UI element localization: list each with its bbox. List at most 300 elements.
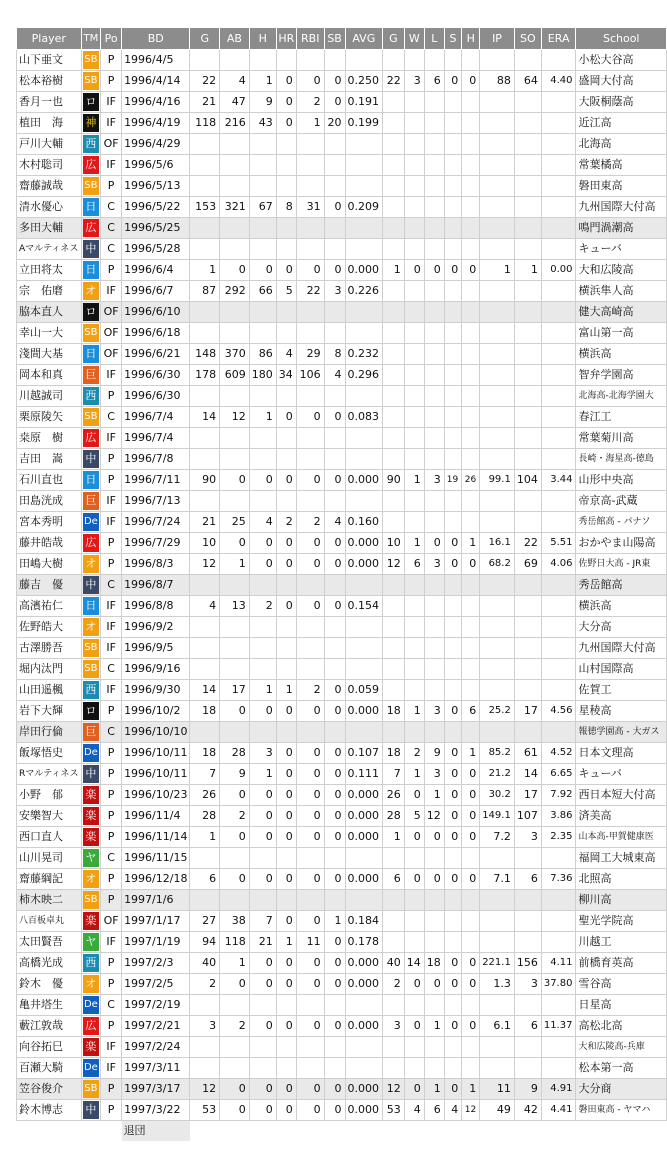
stat-cell (514, 218, 541, 239)
team-badge: 巨 (83, 492, 100, 510)
stat-cell (424, 659, 444, 680)
stat-cell (404, 197, 424, 218)
stat-cell: 0 (276, 71, 296, 92)
stat-cell: P (101, 785, 122, 806)
stat-cell: 21 (190, 92, 220, 113)
stat-cell (190, 50, 220, 71)
stat-cell: 0 (424, 869, 444, 890)
player-name-cell: 佐野皓大 (17, 617, 82, 638)
stat-cell: 18 (383, 701, 405, 722)
stat-cell (345, 218, 383, 239)
stat-cell (514, 995, 541, 1016)
stat-cell: 0 (249, 1016, 276, 1037)
stat-cell: 1997/2/24 (122, 1037, 190, 1058)
stat-cell (444, 932, 461, 953)
stat-cell (383, 512, 405, 533)
team-badge-cell (81, 1100, 101, 1121)
column-header[interactable]: H (249, 28, 276, 50)
stat-cell: 6.1 (480, 1016, 515, 1037)
column-header[interactable]: ERA (541, 28, 576, 50)
stat-cell (276, 1037, 296, 1058)
stat-cell: 22 (383, 71, 405, 92)
stat-cell (276, 617, 296, 638)
team-badge-cell (81, 995, 101, 1016)
stat-cell: 12 (220, 407, 250, 428)
stat-cell (424, 995, 444, 1016)
stat-cell (220, 323, 250, 344)
stat-cell: 0.160 (345, 512, 383, 533)
stat-cell (249, 617, 276, 638)
stat-cell (480, 176, 515, 197)
stat-cell (276, 638, 296, 659)
stat-cell (424, 134, 444, 155)
team-badge: 中 (83, 1101, 100, 1119)
stat-cell (296, 722, 324, 743)
stat-cell: 0 (324, 785, 345, 806)
stat-cell: 0.000 (345, 260, 383, 281)
stat-cell (276, 239, 296, 260)
stat-cell (541, 680, 576, 701)
stat-cell (404, 344, 424, 365)
team-badge: ヤ (83, 849, 100, 867)
stat-cell: 0 (249, 869, 276, 890)
stat-cell: 1997/3/22 (122, 1100, 190, 1121)
player-name-cell: 吉田 嵩 (17, 449, 82, 470)
stat-cell (220, 386, 250, 407)
stat-cell (541, 155, 576, 176)
retired-label: 退団 (122, 1121, 190, 1142)
stat-cell: 0 (220, 260, 250, 281)
stat-cell: 0 (424, 974, 444, 995)
stat-cell (404, 995, 424, 1016)
stat-cell: 0.209 (345, 197, 383, 218)
team-badge: オ (83, 870, 100, 888)
stat-cell (444, 491, 461, 512)
stat-cell: 6 (383, 869, 405, 890)
stat-cell (444, 365, 461, 386)
stat-cell (424, 1058, 444, 1079)
stat-cell: 0.00 (541, 260, 576, 281)
stat-cell (444, 995, 461, 1016)
stat-cell: 20 (324, 113, 345, 134)
stat-cell (249, 134, 276, 155)
stat-cell (296, 302, 324, 323)
stat-cell: 68.2 (480, 554, 515, 575)
stat-cell: 2 (404, 743, 424, 764)
stat-cell (404, 617, 424, 638)
stat-cell: 0.000 (345, 701, 383, 722)
table-row (17, 554, 667, 575)
stat-cell: 180 (249, 365, 276, 386)
stat-cell (324, 323, 345, 344)
player-name-cell: 田嶋大樹 (17, 554, 82, 575)
stat-cell: 1996/7/13 (122, 491, 190, 512)
stat-cell: 8 (324, 344, 345, 365)
stat-cell (514, 323, 541, 344)
stat-cell (383, 323, 405, 344)
player-name-cell: 田島洸成 (17, 491, 82, 512)
stat-cell (249, 995, 276, 1016)
stat-cell: OF (101, 323, 122, 344)
stat-cell: 1996/4/29 (122, 134, 190, 155)
stat-cell: 0 (249, 701, 276, 722)
stat-cell: 0 (324, 1100, 345, 1121)
stat-cell: 43 (249, 113, 276, 134)
player-name-cell: 栗原陵矢 (17, 407, 82, 428)
stat-cell: 69 (514, 554, 541, 575)
stat-cell: C (101, 197, 122, 218)
stat-cell (462, 50, 480, 71)
school-cell: 近江高 (576, 113, 667, 134)
stat-cell: 30.2 (480, 785, 515, 806)
stat-cell (541, 365, 576, 386)
stat-cell (444, 344, 461, 365)
stat-cell: 3 (424, 701, 444, 722)
stat-cell: 0 (444, 533, 461, 554)
stat-cell: P (101, 953, 122, 974)
stat-cell: 1996/7/4 (122, 407, 190, 428)
stat-cell: 12 (424, 806, 444, 827)
team-badge: オ (83, 555, 100, 573)
stat-cell (345, 239, 383, 260)
stat-cell: 1996/6/21 (122, 344, 190, 365)
stat-cell (249, 386, 276, 407)
school-cell: おかやま山陽高 (576, 533, 667, 554)
school-cell: 春江工 (576, 407, 667, 428)
stat-cell (404, 512, 424, 533)
stat-cell: 0 (462, 764, 480, 785)
column-header[interactable]: BD (122, 28, 190, 50)
column-header[interactable]: G (383, 28, 405, 50)
stat-cell (383, 722, 405, 743)
column-header[interactable]: School (576, 28, 667, 50)
stat-cell (444, 449, 461, 470)
stat-cell (383, 176, 405, 197)
stat-cell (541, 848, 576, 869)
stat-cell (296, 176, 324, 197)
stat-cell: C (101, 722, 122, 743)
team-badge-cell (81, 512, 101, 533)
stat-cell: 7.1 (480, 869, 515, 890)
stat-cell (404, 1058, 424, 1079)
stat-cell: 0.000 (345, 554, 383, 575)
stat-cell (462, 428, 480, 449)
column-header[interactable]: SO (514, 28, 541, 50)
stat-cell (444, 134, 461, 155)
team-badge: 日 (83, 471, 100, 489)
stat-cell: 9 (424, 743, 444, 764)
stat-cell (383, 50, 405, 71)
stat-cell: 0 (324, 407, 345, 428)
stat-cell (383, 932, 405, 953)
column-header[interactable]: Player (17, 28, 82, 50)
stat-cell (220, 491, 250, 512)
stat-cell: 1996/5/6 (122, 155, 190, 176)
stat-cell: 1997/2/21 (122, 1016, 190, 1037)
stat-cell: 1996/12/18 (122, 869, 190, 890)
stat-cell (190, 218, 220, 239)
school-cell: 柳川高 (576, 890, 667, 911)
stat-cell (514, 1037, 541, 1058)
player-name-cell: 香月一也 (17, 92, 82, 113)
stat-cell: 0.000 (345, 1079, 383, 1100)
stat-cell: P (101, 554, 122, 575)
school-cell: 大和広陵高-兵庫 (576, 1037, 667, 1058)
stat-cell: 53 (383, 1100, 405, 1121)
team-badge-cell (81, 932, 101, 953)
stat-cell (383, 134, 405, 155)
stat-cell: IF (101, 1058, 122, 1079)
player-name-cell: 戸川大輔 (17, 134, 82, 155)
stat-cell (249, 638, 276, 659)
stat-cell (345, 428, 383, 449)
column-header[interactable]: HR (276, 28, 296, 50)
stat-cell: C (101, 218, 122, 239)
stat-cell: 26 (383, 785, 405, 806)
stat-cell (383, 365, 405, 386)
team-badge: 広 (83, 1017, 100, 1035)
team-badge: De (83, 1059, 100, 1077)
stat-cell (424, 365, 444, 386)
table-row (17, 449, 667, 470)
stat-cell (462, 407, 480, 428)
stat-cell: 0 (444, 554, 461, 575)
stat-cell: 0 (462, 785, 480, 806)
stat-cell (324, 386, 345, 407)
column-header[interactable]: Po (101, 28, 122, 50)
stat-cell (424, 680, 444, 701)
stat-cell: 1 (190, 827, 220, 848)
stat-cell (190, 428, 220, 449)
stat-cell: 3 (514, 974, 541, 995)
stat-cell (404, 680, 424, 701)
stat-cell: 1 (190, 260, 220, 281)
team-badge-cell (81, 890, 101, 911)
stat-cell (462, 491, 480, 512)
stat-cell: P (101, 1100, 122, 1121)
stat-cell: 1996/9/2 (122, 617, 190, 638)
team-badge: 日 (83, 261, 100, 279)
stat-cell (404, 92, 424, 113)
stat-cell: 1996/9/16 (122, 659, 190, 680)
stat-cell: 0 (249, 1100, 276, 1121)
team-badge: SB (83, 639, 100, 657)
stat-cell: 0 (462, 974, 480, 995)
table-row (17, 386, 667, 407)
team-badge-cell (81, 743, 101, 764)
school-cell: 長崎・海星高-徳島 (576, 449, 667, 470)
stat-cell: 1 (383, 260, 405, 281)
stat-cell (276, 323, 296, 344)
stat-cell: 1996/6/18 (122, 323, 190, 344)
stat-cell (296, 428, 324, 449)
team-badge-cell (81, 365, 101, 386)
stat-cell: 2 (296, 92, 324, 113)
stat-cell (190, 323, 220, 344)
stat-cell (345, 617, 383, 638)
table-row (17, 260, 667, 281)
stat-cell (514, 932, 541, 953)
stat-cell: 40 (190, 953, 220, 974)
stat-cell: 0 (276, 533, 296, 554)
stat-cell (220, 995, 250, 1016)
stat-cell: P (101, 1016, 122, 1037)
stat-cell: 0 (324, 743, 345, 764)
school-cell: 横浜高 (576, 596, 667, 617)
stat-cell: 0 (324, 533, 345, 554)
stat-cell: 1997/2/5 (122, 974, 190, 995)
stat-cell: 0 (276, 260, 296, 281)
stat-cell (514, 344, 541, 365)
stat-cell (404, 50, 424, 71)
stat-cell: 3 (424, 764, 444, 785)
stat-cell: 5.51 (541, 533, 576, 554)
stat-cell (276, 155, 296, 176)
table-row (17, 911, 667, 932)
column-header[interactable]: AB (220, 28, 250, 50)
stat-cell (541, 596, 576, 617)
player-name-cell: 石川直也 (17, 470, 82, 491)
stat-cell: P (101, 701, 122, 722)
team-badge-cell (81, 974, 101, 995)
stat-cell: 0.154 (345, 596, 383, 617)
stat-cell (462, 638, 480, 659)
stat-cell (514, 596, 541, 617)
stat-cell (296, 449, 324, 470)
stat-cell: P (101, 974, 122, 995)
team-badge: 巨 (83, 723, 100, 741)
stat-cell: 53 (190, 1100, 220, 1121)
column-header[interactable]: IP (480, 28, 515, 50)
stat-cell: 0.250 (345, 71, 383, 92)
stat-cell (190, 617, 220, 638)
school-cell: 日本文理高 (576, 743, 667, 764)
stat-cell: 0 (249, 470, 276, 491)
stat-cell (480, 596, 515, 617)
stat-cell (324, 617, 345, 638)
stat-cell (190, 302, 220, 323)
column-header[interactable]: L (424, 28, 444, 50)
stat-cell: 1 (276, 932, 296, 953)
stat-cell: C (101, 659, 122, 680)
stat-cell: 12 (190, 1079, 220, 1100)
school-cell: 九州国際大付高 (576, 197, 667, 218)
stat-cell (424, 428, 444, 449)
team-badge: 神 (83, 114, 100, 132)
team-badge-cell (81, 428, 101, 449)
column-header[interactable]: SB (324, 28, 345, 50)
stat-cell: 3.86 (541, 806, 576, 827)
stat-cell: 1996/4/19 (122, 113, 190, 134)
team-badge-cell (81, 197, 101, 218)
stat-cell: 0 (462, 554, 480, 575)
stat-cell: 0 (404, 260, 424, 281)
stat-cell: 1997/3/11 (122, 1058, 190, 1079)
stat-cell: C (101, 407, 122, 428)
stat-cell (276, 449, 296, 470)
stat-cell: 0 (249, 953, 276, 974)
stat-cell (190, 1058, 220, 1079)
stat-cell (514, 407, 541, 428)
stat-cell (404, 134, 424, 155)
school-cell: 常葉菊川高 (576, 428, 667, 449)
stat-cell (514, 386, 541, 407)
stat-cell (190, 239, 220, 260)
stat-cell: 26 (190, 785, 220, 806)
stat-cell (383, 302, 405, 323)
player-name-cell: 高濱祐仁 (17, 596, 82, 617)
stat-cell (324, 659, 345, 680)
stat-cell (480, 365, 515, 386)
column-header[interactable]: TM (81, 28, 101, 50)
team-badge: SB (83, 177, 100, 195)
team-badge-cell (81, 680, 101, 701)
school-cell: 報徳学園高 - 大ガス (576, 722, 667, 743)
stat-cell: 0.184 (345, 911, 383, 932)
column-header[interactable]: S (444, 28, 461, 50)
stat-cell: 34 (276, 365, 296, 386)
stat-cell (480, 911, 515, 932)
stat-cell: C (101, 239, 122, 260)
stat-cell (324, 890, 345, 911)
stat-cell: P (101, 71, 122, 92)
stat-cell: 0.000 (345, 1016, 383, 1037)
column-header[interactable]: W (404, 28, 424, 50)
stat-cell: 1 (249, 680, 276, 701)
team-badge-cell (81, 911, 101, 932)
school-cell: 横浜隼人高 (576, 281, 667, 302)
stat-cell: 0.000 (345, 869, 383, 890)
stat-cell: 0 (276, 701, 296, 722)
stat-cell (462, 1058, 480, 1079)
stat-cell: 370 (220, 344, 250, 365)
table-row (17, 491, 667, 512)
stat-cell: 64 (514, 71, 541, 92)
stat-cell (424, 890, 444, 911)
stat-cell (480, 575, 515, 596)
stat-cell (444, 239, 461, 260)
team-badge-cell (81, 1079, 101, 1100)
stat-cell: 0 (324, 1079, 345, 1100)
column-header[interactable]: AVG (345, 28, 383, 50)
column-header[interactable]: H (462, 28, 480, 50)
table-row (17, 428, 667, 449)
stat-cell: 0.000 (345, 953, 383, 974)
stat-cell: P (101, 449, 122, 470)
stat-cell: 13 (220, 596, 250, 617)
stat-cell (249, 302, 276, 323)
stat-cell (345, 491, 383, 512)
column-header[interactable]: RBI (296, 28, 324, 50)
stat-cell (220, 617, 250, 638)
stat-cell: 1996/6/10 (122, 302, 190, 323)
player-name-cell: 高橋光成 (17, 953, 82, 974)
stat-cell (462, 1037, 480, 1058)
stat-cell: P (101, 533, 122, 554)
column-header[interactable]: G (190, 28, 220, 50)
table-row (17, 71, 667, 92)
stat-cell: 0 (462, 869, 480, 890)
stat-cell (324, 1058, 345, 1079)
stat-cell: 19 (444, 470, 461, 491)
stat-cell (514, 491, 541, 512)
stat-cell: 3 (424, 470, 444, 491)
stat-cell: 10 (383, 533, 405, 554)
team-badge-cell (81, 176, 101, 197)
stat-cell: 17 (514, 701, 541, 722)
stat-cell (296, 638, 324, 659)
stat-cell: 2 (276, 512, 296, 533)
